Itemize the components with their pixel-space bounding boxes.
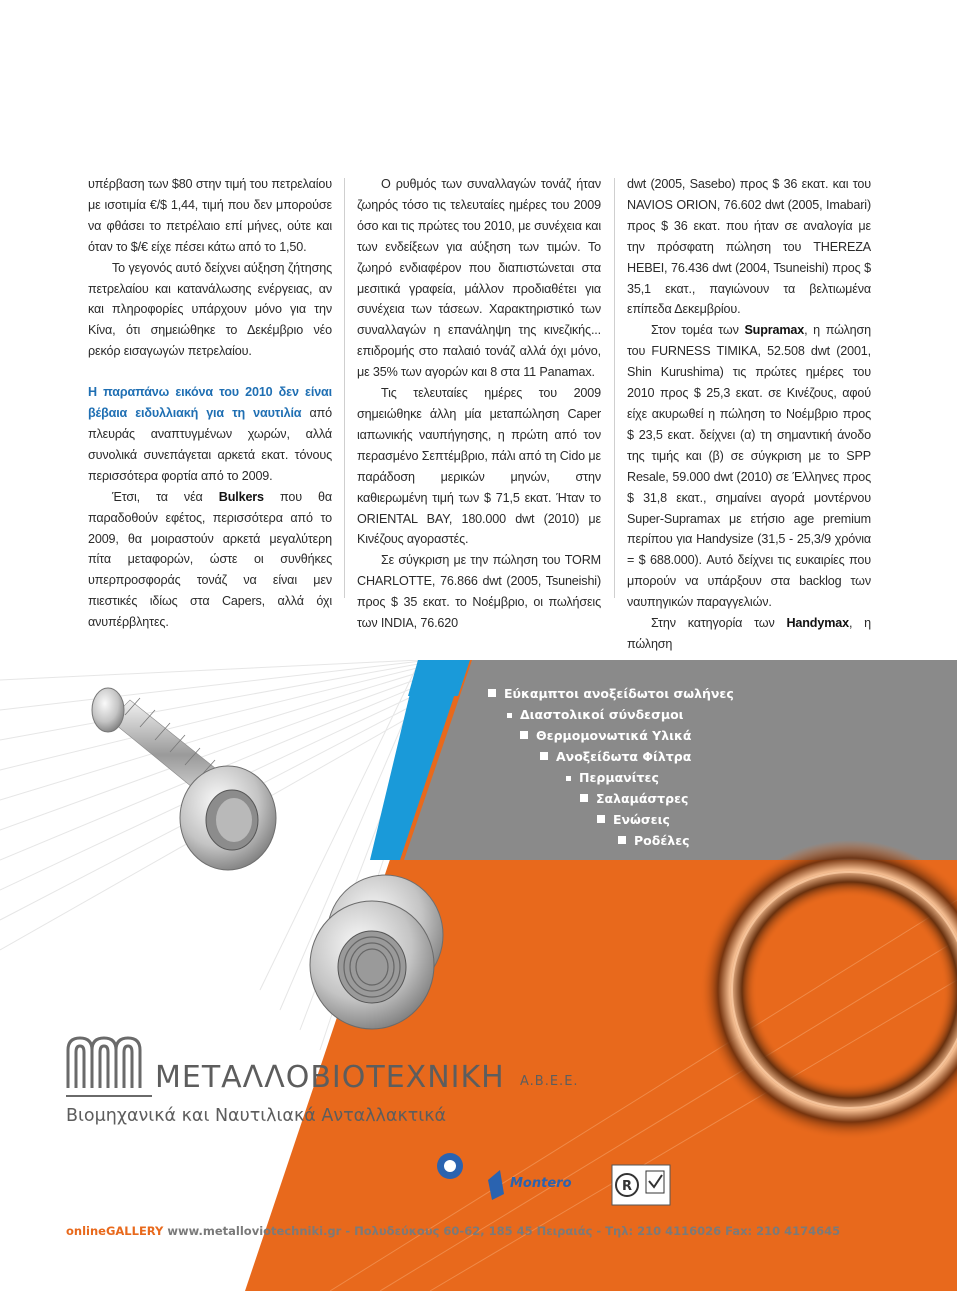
feature-item bbox=[566, 770, 659, 785]
article-column-2 bbox=[357, 174, 601, 634]
footer-label: onlineGALLERY bbox=[66, 1224, 164, 1238]
paragraph-text: από πλευράς αναπτυγμένων χωρών, αλλά συνολικά συνεπάγεται αρκετά εκατ. τόνους περισσότερα φορτία από το 2009. bbox=[88, 406, 332, 483]
paragraph: Σε σύγκριση με την πώληση του TORM CHARLOTTE, 76.866 dwt (2005, Tsuneishi) προς $ 35 εκατ. το Νοέμβριο, οι πωλήσεις των INDIA, 76.620 bbox=[357, 553, 601, 631]
paragraph: Το γεγονός αυτό δείχνει αύξηση ζήτησης πετρελαίου και κατανάλωσης ενέργειας, αν και πληροφορίες υπάρχουν μόνο για την Κίνα, ότι σημειώθηκε το Δεκέμβριο νέο ρεκόρ εισαγωγών πετρελαίου. bbox=[88, 260, 332, 359]
bullet-icon bbox=[618, 836, 626, 844]
article-column-3 bbox=[627, 174, 871, 655]
feature-label: Ενώσεις bbox=[613, 812, 670, 827]
feature-item bbox=[597, 812, 670, 827]
paragraph bbox=[627, 613, 871, 655]
paragraph: dwt (2005, Sasebo) προς $ 36 εκατ. και του NAVIOS ORION, 76.602 dwt (2005, Imabari) προς $ 36 εκατ. που ήταν σε αναλογία με την πρόσφατη πώληση του THEREZA HEBEI, 76.436 dwt (2004, Tsuneishi) προς $ 35,1 εκατ., παγιώνουν τα βελτιωμένα επίπεδα Δεκεμβρίου. bbox=[627, 177, 871, 317]
bullet-icon bbox=[580, 794, 588, 802]
paragraph-text: Στον τομέα των bbox=[651, 323, 745, 338]
feature-item bbox=[580, 791, 688, 806]
feature-item bbox=[488, 686, 734, 701]
feature-item bbox=[540, 749, 691, 764]
paragraph-text: , η πώληση του FURNESS TIMIKA, 52.508 dwt (2001, Shin Kurushima) τις πρώτες ημέρες του 2010 προς $ 25,3 εκατ. σε Κινέζους, αφού είχε ακυρωθεί η πώληση το Νοέμβριο προς $ 23,5 εκατ. δείχνει (α) τη σημαντική άνοδο της τιμής και (β) σε σύγκριση με το SPP Resale, 59.000 dwt (2010) σε Έλληνες προς $ 31,8 εκατ., σημαίνει αγορά μοντέρνου Super-Supramax με ετήσιο age premium περίπου για Handysize (31,5 - 25,3/9 χρόνια = $ 688.000). Αυτό δείχνει τις ευκαιρίες που μπορούν να υπάρξουν στα backlog των ναυπηγικών παραγγελιών. bbox=[627, 323, 872, 610]
feature-label: Ροδέλες bbox=[634, 833, 690, 848]
bullet-icon bbox=[488, 689, 496, 697]
ad-footer bbox=[66, 1224, 840, 1238]
paragraph-text: που θα παραδοθούν εφέτος, περισσότερα από το 2009, θα μοιραστούν αρκετά μεγαλύτερη πίτα μεταφορών, ώστε οι συνθήκες υπερπροσφοράς τονάζ να είναι μεν πιεστικές ιδίως στα Capers, αλλά όχι ανυπέρβλητες. bbox=[88, 489, 332, 630]
paragraph-text: Έτσι, τα νέα bbox=[112, 489, 219, 504]
bold-term: Handymax bbox=[786, 616, 849, 631]
brand-logo-icon bbox=[66, 1038, 152, 1096]
feature-label: Περμανίτες bbox=[579, 770, 659, 785]
ad-background bbox=[0, 660, 957, 1291]
paragraph-text: , η πώληση bbox=[627, 616, 871, 651]
bullet-icon bbox=[566, 776, 571, 781]
feature-label: Θερμομονωτικά Υλικά bbox=[536, 728, 692, 743]
bold-term: Bulkers bbox=[218, 489, 264, 504]
feature-item bbox=[507, 707, 684, 722]
article-column-1 bbox=[88, 174, 332, 633]
certification-logo-icon bbox=[612, 1165, 670, 1205]
paragraph bbox=[88, 487, 332, 633]
feature-item bbox=[618, 833, 690, 848]
bullet-icon bbox=[507, 713, 512, 718]
paragraph: Ο ρυθμός των συναλλαγών τονάζ ήταν ζωηρός τόσο τις τελευταίες ημέρες του 2009 όσο και τις πρώτες του 2010, με συνέχεια και των ενδείξεων για αύξηση των τιμών. Το ζωηρό ενδιαφέρον που διαπιστώνεται στα μεσιτικά γραφεία, μάλλον προδιαθέτει για συνέχεια των τάσεων. Χαρακτηριστικό των συναλλαγών η επανάληψη της κινεζικής... επιδρομής στο παλαιό τονάζ αλλά όχι μόνο, με 35% των αγορών και 8 στα 11 Panamax. bbox=[357, 177, 601, 380]
advertisement bbox=[0, 660, 957, 1291]
feature-label: Διαστολικοί σύνδεσμοι bbox=[520, 707, 684, 722]
eoa-logo-icon bbox=[437, 1153, 463, 1179]
highlight-paragraph bbox=[88, 382, 332, 487]
bullet-icon bbox=[597, 815, 605, 823]
feature-item bbox=[520, 728, 691, 743]
brand-suffix: A.B.E.E. bbox=[520, 1074, 579, 1089]
paragraph-text: Στην κατηγορία των bbox=[651, 616, 787, 631]
paragraph: υπέρβαση των $80 στην τιμή του πετρελαίου με ισοτιμία €/$ 1,44, τιμή που δεν μπορούσε να φθάσει το πετρέλαιο επί μήνες, ούτε και όταν το $/€ είχε πέσει κάτω από το 1,50. bbox=[88, 177, 332, 254]
feature-label: Εύκαμπτοι ανοξείδωτοι σωλήνες bbox=[504, 686, 734, 701]
bullet-icon bbox=[540, 752, 548, 760]
flexible-hose-image bbox=[92, 688, 276, 870]
montero-logo-text: Montero bbox=[510, 1176, 572, 1191]
bullet-icon bbox=[520, 731, 528, 739]
column-divider bbox=[344, 178, 345, 598]
bold-term: Supramax bbox=[744, 323, 805, 338]
brand-tagline: Βιομηχανικά και Ναυτιλιακά Ανταλλακτικά bbox=[66, 1106, 447, 1126]
footer-contact: www.metalloviotechniki.gr - Πολυδεύκους 60-62, 185 45 Πειραιάς - Τηλ: 210 4116026 Fax: 210 4174645 bbox=[163, 1224, 841, 1238]
feature-label: Σαλαμάστρες bbox=[596, 791, 689, 806]
feature-label: Ανοξείδωτα Φίλτρα bbox=[556, 749, 692, 764]
paragraph bbox=[627, 320, 871, 613]
svg-text:R: R bbox=[622, 1179, 633, 1194]
column-divider bbox=[614, 178, 615, 598]
brand-name: ΜΕΤΑΛΛΟΒΙΟΤΕΧΝΙΚΗ bbox=[155, 1060, 505, 1095]
highlight-text: Η παραπάνω εικόνα του 2010 δεν είναι βέβαια ειδυλλιακή για τη ναυτιλία bbox=[88, 385, 332, 421]
paragraph: Τις τελευταίες ημέρες του 2009 σημειώθηκε άλλη μία μεταπώληση Caper ιαπωνικής ναυπήγησης, η πρώτη από τον περασμένο Σεπτέμβριο, πάλι από τη Cido με παράδοση μερικών μηνών, στην καθιερωμένη τιμή των $ 71,5 εκατ. Ήταν το ORIENTAL BAY, 180.000 dwt (2010) με Κινέζους αγοραστές. bbox=[357, 386, 601, 547]
